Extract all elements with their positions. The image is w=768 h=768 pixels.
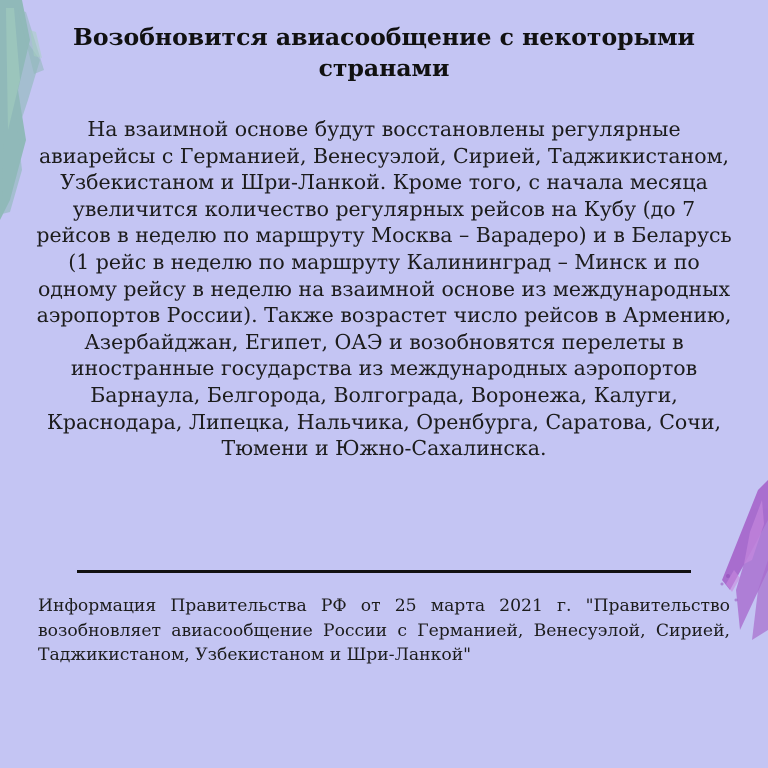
- source-citation: Информация Правительства РФ от 25 марта 2021 г. "Правительство возобновляет авиасообщение России с Германией, Венесуэлой, Сирией, Таджикистаном, Узбекистаном и Шри-Ланкой": [38, 596, 730, 665]
- section-divider: [77, 570, 691, 573]
- article-body: На взаимной основе будут восстановлены регулярные авиарейсы с Германией, Венесуэлой, Сирией, Таджикистаном, Узбекистаном и Шри-Ланкой. Кроме того, с начала месяца увеличится количество регулярных рейсов на Кубу (до 7 рейсов в неделю по маршруту Москва – Варадеро) и в Беларусь (1 рейс в неделю по маршруту Калининград – Минск и по одному рейсу в неделю на взаимной основе из международных аэропортов России). Также возрастет число рейсов в Армению, Азербайджан, Египет, ОАЭ и возобновятся перелеты в иностранные государства из международных аэропортов Барнаула, Белгорода, Волгограда, Воронежа, Калуги, Краснодара, Липецка, Нальчика, Оренбурга, Саратова, Сочи, Тюмени и Южно-Сахалинска.: [36, 117, 732, 461]
- article-title: Возобновится авиасообщение с некоторыми странами: [73, 23, 695, 82]
